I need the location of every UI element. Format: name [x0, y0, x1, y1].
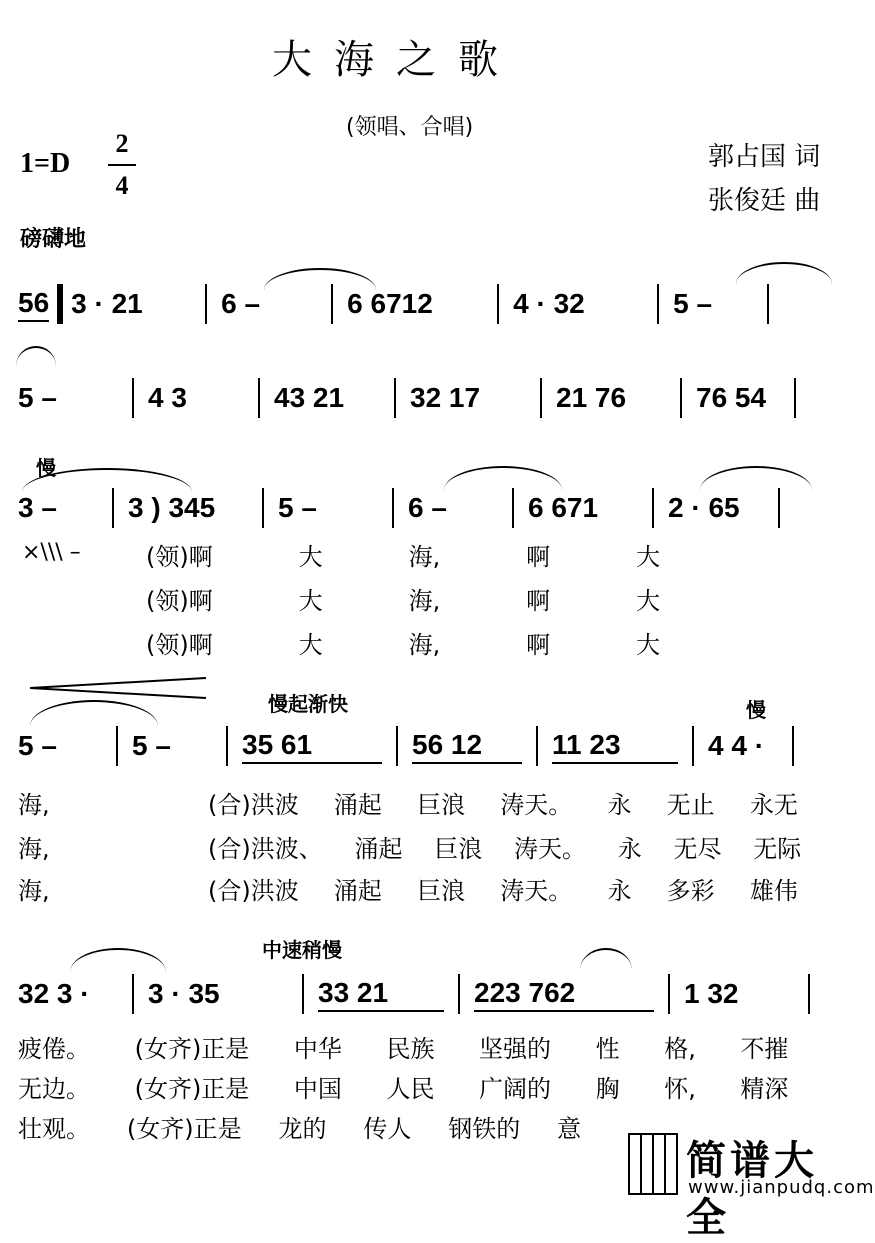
- barline: [668, 974, 670, 1014]
- barline: [540, 378, 542, 418]
- note-group: 76 54: [696, 382, 767, 413]
- note-group: 3 · 35: [148, 978, 220, 1009]
- barline: [302, 974, 304, 1014]
- note-group: 5 –: [18, 730, 57, 761]
- barline: [112, 488, 114, 528]
- site-logo: [628, 1133, 875, 1241]
- lyric-word: 坚强的: [479, 1034, 552, 1063]
- lyric-word: 性: [595, 1034, 620, 1063]
- lyric-word: 永: [617, 834, 642, 863]
- barline: [132, 378, 134, 418]
- lyric-word: 海,: [18, 834, 50, 863]
- lyric-word: 涌起: [333, 876, 382, 905]
- lyric-word: 广阔的: [479, 1074, 552, 1103]
- note-group: 21 76: [556, 382, 627, 413]
- barline: [392, 488, 394, 528]
- song-subtitle: (领唱、合唱): [346, 115, 474, 140]
- lyric-word: 巨浪: [417, 876, 466, 905]
- barline: [536, 726, 538, 766]
- lyric-word: 无边。: [18, 1074, 90, 1103]
- lyric-word: 格,: [664, 1034, 696, 1063]
- note-group: 223 762: [474, 977, 654, 1012]
- note-group: 11 23: [552, 729, 678, 764]
- lyric-word: (领)啊: [146, 630, 213, 659]
- lyric-word: 巨浪: [417, 790, 466, 819]
- lyric-word: 胸: [595, 1074, 620, 1103]
- lyric-word: 意: [557, 1114, 582, 1143]
- lyric-word: (合)洪波、: [208, 834, 323, 863]
- barline: [652, 488, 654, 528]
- lyric-word: 大: [298, 586, 323, 615]
- lyric-word: (女齐)正是: [134, 1074, 250, 1103]
- lyric-word: 壮观。: [18, 1114, 90, 1143]
- lyric-word: 大: [636, 542, 661, 571]
- note-group: 43 21: [274, 382, 345, 413]
- lyric-line: [146, 536, 746, 572]
- tempo-start: 磅礴地: [20, 227, 87, 252]
- lyric-line: [18, 828, 833, 864]
- piano-icon: [628, 1133, 678, 1195]
- note-group: 56 12: [412, 729, 522, 764]
- lyric-word: 无际: [753, 834, 802, 863]
- staff-row-4: [18, 722, 833, 770]
- composer-credit: 张俊廷 曲: [708, 186, 821, 216]
- lyric-word: 大: [636, 586, 661, 615]
- lyric-word: 啊: [526, 586, 551, 615]
- lyric-word: 大: [298, 542, 323, 571]
- lyric-word: 民族: [386, 1034, 435, 1063]
- lyric-word: 无止: [666, 790, 715, 819]
- lyric-word: (合)洪波: [208, 876, 299, 905]
- barline: [458, 974, 460, 1014]
- lyric-word: 啊: [526, 542, 551, 571]
- lyric-word: 啊: [526, 630, 551, 659]
- barline: [394, 378, 396, 418]
- barline: [657, 284, 659, 324]
- slur: [70, 948, 166, 972]
- lyric-word: (女齐)正是: [134, 1034, 250, 1063]
- lyric-word: 雄伟: [749, 876, 798, 905]
- lyric-word: 涛天。: [500, 876, 573, 905]
- note-group: 5 –: [278, 492, 317, 523]
- lyric-line: [18, 870, 833, 906]
- note-group: 6 671: [528, 492, 599, 523]
- note-group: 3 · 21: [71, 288, 143, 319]
- lyric-line: [146, 580, 746, 616]
- lyric-word: 龙的: [278, 1114, 327, 1143]
- lyric-word: 涛天。: [513, 834, 586, 863]
- lyric-word: 疲倦。: [18, 1034, 90, 1063]
- lyric-line: [18, 1108, 618, 1144]
- breath-mark: ×\\\ –: [22, 540, 81, 565]
- staff-row-1: [18, 280, 833, 328]
- barline: [116, 726, 118, 766]
- barline: [767, 284, 769, 324]
- barline: [497, 284, 499, 324]
- lyric-word: 中国: [293, 1074, 342, 1103]
- time-signature-bottom: 4: [115, 171, 129, 200]
- barline: [792, 726, 794, 766]
- lyric-word: (女齐)正是: [126, 1114, 242, 1143]
- lyric-word: 无尽: [673, 834, 722, 863]
- lyric-word: 永: [607, 876, 632, 905]
- lyric-word: (领)啊: [146, 586, 213, 615]
- note-group: 32 17: [410, 382, 481, 413]
- note-group: 6 6712: [347, 288, 433, 319]
- barline: [331, 284, 333, 324]
- barline: [808, 974, 810, 1014]
- barline: [692, 726, 694, 766]
- note-group: 6 –: [408, 492, 447, 523]
- barline: [132, 974, 134, 1014]
- barline: [205, 284, 207, 324]
- note-group: 4 · 32: [513, 288, 585, 319]
- lyric-word: (领)啊: [146, 542, 213, 571]
- lyric-word: 海,: [408, 542, 441, 571]
- lyric-word: 精深: [740, 1074, 789, 1103]
- barline: [680, 378, 682, 418]
- lyric-word: 多彩: [666, 876, 715, 905]
- note-group: 35 61: [242, 729, 382, 764]
- note-group: 6 –: [221, 288, 261, 319]
- note-group: 2 · 65: [668, 492, 740, 523]
- tempo-slow: 慢: [36, 456, 56, 480]
- lyric-word: 涌起: [333, 790, 382, 819]
- logo-name: 简谱大全: [686, 1138, 818, 1241]
- lyric-word: 永无: [749, 790, 798, 819]
- note-group: 5 –: [132, 730, 171, 761]
- lyric-word: 海,: [408, 630, 441, 659]
- lyric-word: 海,: [18, 876, 50, 905]
- lyric-word: 不摧: [740, 1034, 789, 1063]
- lyric-word: 人民: [386, 1074, 435, 1103]
- staff-row-2: [18, 374, 833, 422]
- lyric-word: 钢铁的: [448, 1114, 521, 1143]
- lyricist-credit: 郭占国 词: [708, 142, 821, 172]
- tempo-slow-2: 慢: [746, 698, 766, 722]
- lyric-line: [18, 1068, 833, 1104]
- lyric-line: [146, 624, 746, 660]
- lyric-word: 大: [298, 630, 323, 659]
- lyric-word: 海,: [18, 790, 50, 819]
- song-title: 大海之歌: [272, 37, 520, 83]
- barline: [262, 488, 264, 528]
- note-group: 3 –: [18, 492, 57, 523]
- logo-url: www.jianpudq.com: [688, 1177, 875, 1198]
- lyric-line: [18, 1028, 833, 1064]
- slur: [16, 346, 56, 366]
- barline: [778, 488, 780, 528]
- tempo-accel: 慢起渐快: [268, 692, 348, 716]
- repeat-barline: [57, 284, 63, 324]
- key-signature: 1=D: [20, 148, 71, 179]
- note-group: 4 4 ·: [708, 730, 765, 761]
- lyric-word: 海,: [408, 586, 441, 615]
- staff-row-5: [18, 970, 833, 1018]
- slur: [580, 948, 632, 970]
- lyric-word: 永: [607, 790, 632, 819]
- note-group: 32 3 ·: [18, 978, 90, 1009]
- note-group: 56: [18, 287, 49, 322]
- lyric-word: 怀,: [664, 1074, 696, 1103]
- decrescendo-icon: [28, 676, 208, 700]
- note-group: 33 21: [318, 977, 444, 1012]
- lyric-word: 传人: [363, 1114, 412, 1143]
- barline: [226, 726, 228, 766]
- note-group: 4 3: [148, 382, 187, 413]
- barline: [512, 488, 514, 528]
- lyric-word: 中华: [293, 1034, 342, 1063]
- barline: [396, 726, 398, 766]
- time-signature-line: [108, 164, 136, 166]
- lyric-word: 大: [636, 630, 661, 659]
- note-group: 3 ) 345: [128, 492, 216, 523]
- barline: [794, 378, 796, 418]
- lyric-word: (合)洪波: [208, 790, 299, 819]
- staff-row-3: [18, 484, 833, 532]
- note-group: 5 –: [18, 382, 57, 413]
- lyric-word: 涛天。: [500, 790, 573, 819]
- note-group: 1 32: [684, 978, 739, 1009]
- lyric-word: 巨浪: [434, 834, 483, 863]
- tempo-moderate: 中速稍慢: [262, 938, 342, 962]
- time-signature-top: 2: [115, 129, 129, 158]
- note-group: 5 –: [673, 288, 713, 319]
- barline: [258, 378, 260, 418]
- lyric-line: [18, 784, 833, 820]
- lyric-word: 涌起: [354, 834, 403, 863]
